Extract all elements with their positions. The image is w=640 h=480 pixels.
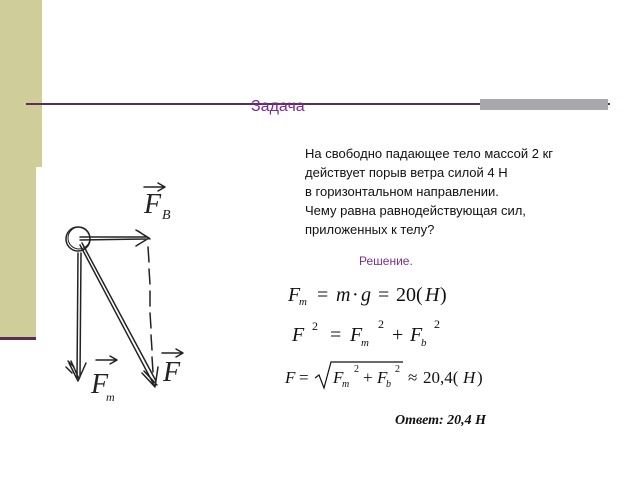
svg-text:m: m	[342, 379, 350, 390]
svg-text:b: b	[421, 337, 427, 349]
svg-text:·: ·	[352, 284, 359, 306]
problem-line: приложенных к телу?	[305, 222, 435, 237]
gravity-force-subscript: m	[106, 390, 115, 404]
problem-line: На свободно падающее тело массой 2 кг	[305, 146, 554, 161]
formula-gravity	[288, 280, 463, 310]
wind-force-subscript: B	[162, 208, 171, 223]
force-diagram	[36, 167, 234, 431]
slide-title: Задача	[251, 98, 305, 115]
problem-line: действует порыв ветра силой 4 Н	[305, 165, 508, 180]
svg-text:2: 2	[378, 317, 384, 331]
svg-text:g: g	[361, 284, 371, 306]
svg-text:2: 2	[354, 364, 359, 375]
svg-text:F: F	[410, 324, 423, 346]
svg-text:=: =	[299, 368, 309, 387]
svg-text:H: H	[463, 368, 476, 387]
wind-force-label: F	[144, 189, 162, 220]
svg-text:F: F	[292, 324, 305, 346]
svg-text:2: 2	[395, 364, 400, 375]
problem-line: Чему равна равнодействующая сил,	[305, 203, 526, 218]
svg-text:F: F	[350, 324, 363, 346]
svg-text:=: =	[330, 324, 342, 346]
svg-text:=: =	[317, 284, 329, 306]
problem-line: в горизонтальном направлении.	[305, 184, 499, 199]
gravity-force-label: F	[91, 369, 109, 400]
gravity-force-arrow	[69, 253, 86, 381]
svg-text:2: 2	[312, 319, 318, 333]
resultant-force-label: F	[163, 357, 181, 388]
svg-text:F: F	[333, 368, 344, 387]
solution-label: Решение.	[359, 254, 413, 268]
dashed-line	[148, 247, 153, 372]
title-decor-bar	[480, 99, 608, 110]
svg-text:b: b	[386, 379, 391, 390]
svg-text:m: m	[336, 284, 351, 306]
svg-text:F: F	[377, 368, 388, 387]
formula-result	[285, 358, 495, 394]
svg-text:H: H	[425, 284, 440, 306]
svg-text:F: F	[288, 284, 301, 306]
svg-text:+: +	[363, 368, 373, 387]
svg-text:≈: ≈	[408, 368, 418, 387]
svg-text:m: m	[299, 296, 307, 308]
answer-text: Ответ: 20,4 Н	[395, 413, 487, 428]
svg-text:+: +	[392, 324, 404, 346]
problem-text	[305, 144, 605, 239]
body-circle	[66, 227, 90, 251]
svg-text:=: =	[378, 284, 390, 306]
resultant-force-arrow	[80, 243, 158, 387]
svg-text:): )	[477, 368, 483, 387]
svg-text:F: F	[285, 368, 296, 387]
svg-text:20,4(: 20,4(	[423, 368, 459, 387]
svg-text:): )	[440, 284, 447, 306]
svg-text:m: m	[361, 337, 369, 349]
svg-text:2: 2	[434, 317, 440, 331]
formula-pythagoras	[292, 316, 457, 352]
svg-text:20(: 20(	[396, 284, 423, 306]
